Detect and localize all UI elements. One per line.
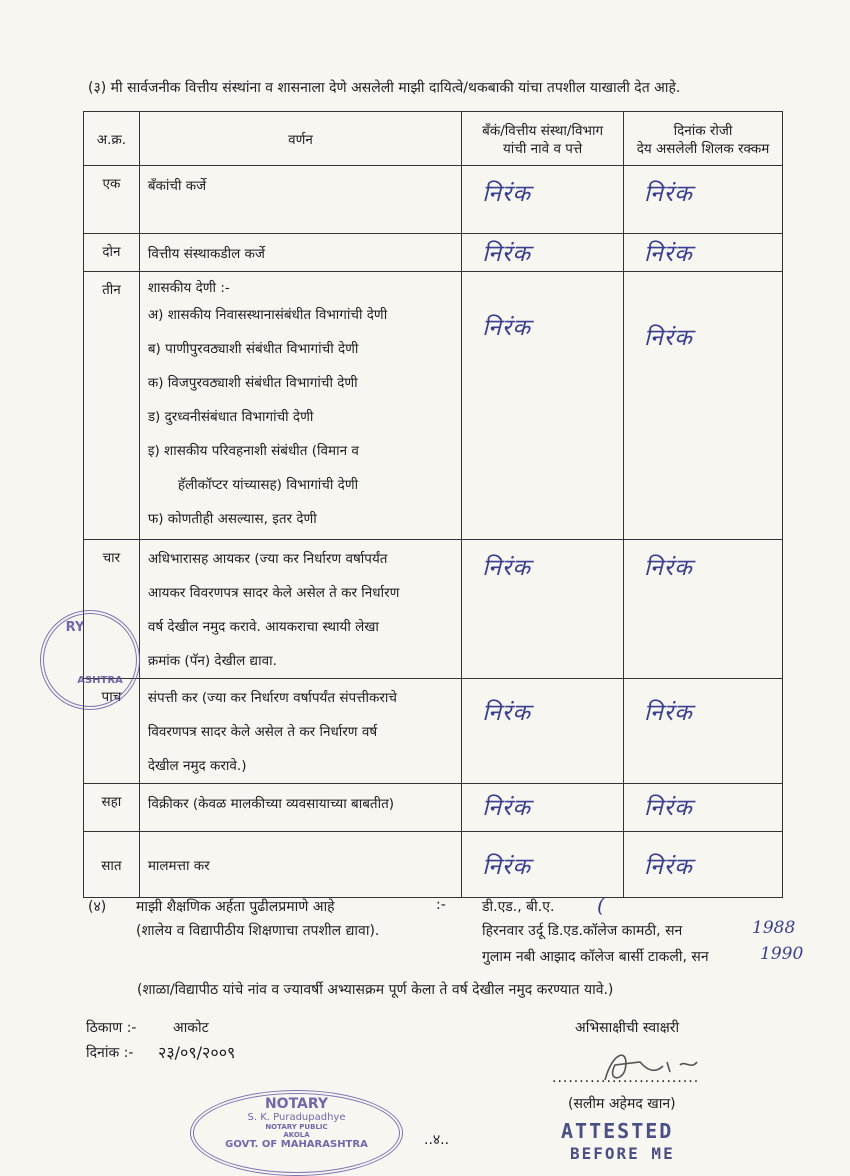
row-desc-heading: शासकीय देणी :- — [147, 280, 230, 296]
row-bank-nil: निरंक — [462, 832, 624, 898]
education-number: (४) — [88, 899, 107, 915]
table-row — [84, 540, 783, 679]
row-desc: मालमत्ता कर — [139, 832, 461, 898]
liabilities-table — [83, 111, 783, 898]
row-amount-nil: निरंक — [624, 166, 783, 234]
row-bank-nil: निरंक — [462, 272, 624, 540]
notary-seal-sub: NOTARY PUBLIC — [265, 1123, 328, 1131]
desc-line: संपत्ती कर (ज्या कर निर्धारण वर्षापर्यंत संपत्तीकराचे — [147, 690, 397, 706]
header-bank-line1: बँकं/वित्तीय संस्था/विभाग — [482, 122, 604, 139]
sub-item: ड) दुरध्वनीसंबंधात विभागांची देणी — [147, 409, 314, 425]
header-amount-line1: दिनांक रोजी — [673, 122, 733, 139]
education-college2: गुलाम नबी आझाद कॉलेज बार्सी टाकली, सन — [482, 949, 709, 965]
row-desc: वित्तीय संस्थाकडील कर्जे — [139, 234, 461, 272]
desc-line: विवरणपत्र सादर केले असेल ते कर निर्धारण वर्ष — [147, 724, 378, 740]
page-number: ..४.. — [424, 1132, 450, 1148]
notary-seal-bottom: GOVT. OF MAHARASHTRA — [225, 1139, 368, 1150]
place-value: आकोट — [173, 1020, 209, 1036]
notary-seal-partial-top: RY — [65, 620, 85, 635]
row-sr: चार — [84, 540, 140, 679]
row-sr: तीन — [84, 272, 140, 540]
notary-seal-place: AKOLA — [283, 1131, 310, 1139]
row-desc: विक्रीकर (केवळ मालकीच्या व्यवसायाच्या बाबतीत) — [139, 784, 461, 832]
signature-dots: ........................... — [552, 1070, 700, 1086]
table-row — [84, 272, 783, 540]
handwritten-bracket: ( — [597, 893, 605, 917]
before-me-stamp: BEFORE ME — [570, 1144, 675, 1163]
sub-item: ब) पाणीपुरवठ्याशी संबंधीत विभागांची देणी — [147, 341, 359, 357]
table-row — [84, 234, 783, 272]
signature-label: अभिसाक्षीची स्वाक्षरी — [575, 1020, 680, 1036]
row-sr: पाच — [84, 679, 140, 784]
row-amount-nil: निरंक — [624, 784, 783, 832]
row-amount-nil: निरंक — [624, 234, 783, 272]
notary-seal-top: NOTARY — [264, 1096, 329, 1112]
table-row — [84, 166, 783, 234]
row-desc: बँकांची कर्जे — [139, 166, 461, 234]
header-bank — [462, 112, 624, 166]
sub-item: अ) शासकीय निवासस्थानासंबंधीत विभागांची देणी — [147, 307, 388, 323]
desc-line: क्रमांक (पॅन) देखील द्यावा. — [147, 653, 277, 669]
row-amount-nil: निरंक — [624, 679, 783, 784]
row-amount-nil: निरंक — [624, 540, 783, 679]
row-bank-nil: निरंक — [462, 679, 624, 784]
desc-line: अधिभारासह आयकर (ज्या कर निर्धारण वर्षापर्यंत — [147, 551, 388, 567]
date-label: दिनांक :- — [86, 1045, 134, 1061]
table-row — [84, 832, 783, 898]
row-bank-nil: निरंक — [462, 166, 624, 234]
notary-seal — [190, 1090, 403, 1176]
education-college1: हिरनवार उर्दू डि.एड.कॉलेज कामठी, सन — [482, 923, 683, 939]
attested-stamp: ATTESTED — [561, 1119, 674, 1143]
signer-name: (सलीम अहेमद खान) — [568, 1096, 676, 1112]
education-year2: 1990 — [760, 944, 804, 964]
header-bank-line2: यांची नावे व पत्ते — [502, 140, 583, 157]
row-bank-nil: निरंक — [462, 540, 624, 679]
table-row — [84, 784, 783, 832]
education-degrees: डी.एड., बी.ए. — [482, 899, 555, 915]
notary-seal-name: S. K. Puradupadhye — [247, 1112, 346, 1123]
header-desc: वर्णन — [139, 112, 461, 166]
desc-line: देखील नमुद करावे.) — [147, 758, 247, 774]
row-bank-nil: निरंक — [462, 784, 624, 832]
education-line1: माझी शैक्षणिक अर्हता पुढीलप्रमाणे आहे — [136, 899, 335, 915]
header-amount-line2: देय असलेली शिलक रक्कम — [636, 140, 770, 157]
row-sr: सहा — [84, 784, 140, 832]
sub-item: हॅलीकॉप्टर यांच्यासह) विभागांची देणी — [177, 477, 359, 493]
notary-seal-partial-bottom: ASHTRA — [77, 675, 123, 686]
sub-item: इ) शासकीय परिवहनाशी संबंधीत (विमान व — [147, 443, 359, 459]
table-header-row — [84, 112, 783, 166]
header-amount — [624, 112, 783, 166]
desc-line: आयकर विवरणपत्र सादर केले असेल ते कर निर्धारण — [147, 585, 400, 601]
section-3-intro: (३) मी सार्वजनीक वित्तीय संस्थांना व शासनाला देणे असलेली माझी दायित्वे/थकबाकी यांचा तपशील याखाली देत आहे. — [88, 80, 681, 96]
row-desc — [139, 540, 461, 679]
sub-item: क) विजपुरवठ्याशी संबंधीत विभागांची देणी — [147, 375, 358, 391]
sub-item: फ) कोणतीही असल्यास, इतर देणी — [147, 511, 317, 527]
education-year1: 1988 — [752, 918, 796, 938]
row-sr: दोन — [84, 234, 140, 272]
row-desc — [139, 272, 461, 540]
place-label: ठिकाण :- — [86, 1020, 137, 1036]
row-amount-nil: निरंक — [624, 832, 783, 898]
desc-line: वर्ष देखील नमुद करावे. आयकराचा स्थायी लेखा — [147, 619, 379, 635]
row-amount-nil: निरंक — [624, 272, 783, 540]
date-value: २३/०९/२००९ — [158, 1043, 236, 1062]
row-sr: सात — [84, 832, 140, 898]
notary-seal-partial — [40, 610, 140, 710]
header-sr: अ.क्र. — [84, 112, 140, 166]
row-bank-nil: निरंक — [462, 234, 624, 272]
education-line2: (शालेय व विद्यापीठीय शिक्षणाचा तपशील द्यावा). — [136, 923, 380, 939]
row-desc — [139, 679, 461, 784]
row-sr: एक — [84, 166, 140, 234]
education-note: (शाळा/विद्यापीठ यांचे नांव व ज्यावर्षी अभ्यासक्रम पूर्ण केला ते वर्ष देखील नमुद करण्यात यावे.) — [137, 982, 614, 998]
education-separator: :- — [436, 897, 446, 913]
table-row — [84, 679, 783, 784]
